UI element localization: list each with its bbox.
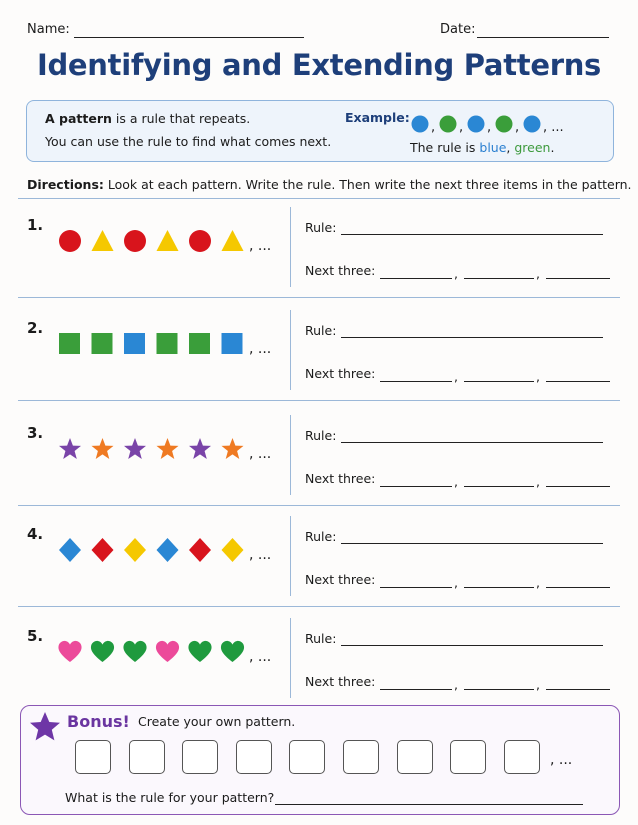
- next-item-field-1[interactable]: [380, 572, 452, 588]
- name-field[interactable]: [74, 22, 304, 38]
- star-orange-shape: [92, 438, 114, 459]
- next-item-field-3[interactable]: [546, 572, 610, 588]
- diamond-red-shape: [92, 538, 114, 562]
- heart-dkgreen-shape: [123, 641, 146, 662]
- next-item-field-1[interactable]: [380, 366, 452, 382]
- pattern-box-9[interactable]: [504, 740, 540, 774]
- field-comma: ,: [454, 474, 458, 489]
- rule-field[interactable]: [341, 529, 603, 544]
- example-comma: ,: [459, 120, 464, 135]
- pattern-ellipsis: , ...: [249, 547, 272, 563]
- next-item-field-3[interactable]: [546, 366, 610, 382]
- page-title: Identifying and Extending Patterns: [36, 48, 602, 82]
- bonus-rule-field[interactable]: [275, 790, 583, 805]
- example-dot-blue: [524, 116, 541, 133]
- row-separator: [18, 400, 620, 401]
- triangle-yellow-shape: [222, 230, 244, 251]
- field-comma: ,: [454, 369, 458, 384]
- square-green-shape: [157, 333, 178, 354]
- bonus-title: Bonus!: [67, 712, 130, 731]
- next-three-label: Next three:: [305, 572, 376, 587]
- problem-number: 2.: [27, 319, 44, 337]
- pattern-term: A pattern: [45, 111, 112, 126]
- problem-4: [0, 511, 638, 601]
- next-item-field-1[interactable]: [380, 674, 452, 690]
- next-three-label: Next three:: [305, 471, 376, 486]
- heart-pink-shape: [58, 641, 81, 662]
- pattern-shapes: [58, 538, 278, 566]
- directions-label: Directions:: [27, 177, 104, 192]
- example-rule-sep: ,: [506, 140, 515, 155]
- bonus-question: What is the rule for your pattern?: [65, 790, 275, 805]
- heart-dkgreen-shape: [221, 641, 244, 662]
- example-comma: ,: [487, 120, 492, 135]
- rule-field[interactable]: [341, 428, 603, 443]
- pattern-ellipsis: , ...: [249, 649, 272, 665]
- heart-dkgreen-shape: [91, 641, 114, 662]
- example-rule: [410, 140, 554, 155]
- circle-red-shape: [189, 230, 211, 252]
- pattern-shapes: [58, 332, 278, 360]
- diamond-red-shape: [189, 538, 211, 562]
- row-separator: [18, 198, 620, 199]
- field-comma: ,: [536, 677, 540, 692]
- problem-number: 3.: [27, 424, 44, 442]
- pattern-box-8[interactable]: [450, 740, 486, 774]
- square-green-shape: [59, 333, 80, 354]
- pattern-ellipsis: , ...: [249, 341, 272, 357]
- field-comma: ,: [536, 575, 540, 590]
- next-item-field-2[interactable]: [464, 572, 534, 588]
- pattern-box-2[interactable]: [129, 740, 165, 774]
- example-dot-green: [440, 116, 457, 133]
- circle-red-shape: [124, 230, 146, 252]
- example-rule-prefix: The rule is: [410, 140, 480, 155]
- next-three-label: Next three:: [305, 366, 376, 381]
- problem-1: [0, 202, 638, 292]
- example-comma: ,: [515, 120, 520, 135]
- rule-field[interactable]: [341, 220, 603, 235]
- rule-field[interactable]: [341, 323, 603, 338]
- star-purple-shape: [59, 438, 81, 459]
- rule-label: Rule:: [305, 428, 337, 443]
- next-item-field-3[interactable]: [546, 674, 610, 690]
- next-item-field-3[interactable]: [546, 471, 610, 487]
- example-dot-green: [496, 116, 513, 133]
- next-three-label: Next three:: [305, 263, 376, 278]
- definition-text: is a rule that repeats.: [111, 111, 251, 126]
- problem-number: 5.: [27, 627, 44, 645]
- date-field[interactable]: [477, 22, 609, 38]
- column-divider: [290, 310, 291, 390]
- bonus-ellipsis: , ...: [550, 752, 573, 768]
- pattern-shapes: [58, 229, 278, 257]
- pattern-box-1[interactable]: [75, 740, 111, 774]
- problem-2: [0, 305, 638, 395]
- example-dot-blue: [412, 116, 429, 133]
- definition-line-2: You can use the rule to find what comes next.: [45, 134, 332, 149]
- diamond-yellow-shape: [222, 538, 244, 562]
- rule-label: Rule:: [305, 631, 337, 646]
- example-comma: , ...: [543, 120, 564, 135]
- rule-label: Rule:: [305, 220, 337, 235]
- next-item-field-2[interactable]: [464, 366, 534, 382]
- field-comma: ,: [536, 266, 540, 281]
- next-item-field-2[interactable]: [464, 471, 534, 487]
- rule-label: Rule:: [305, 323, 337, 338]
- field-comma: ,: [536, 474, 540, 489]
- heart-dkgreen-shape: [188, 641, 211, 662]
- field-comma: ,: [454, 677, 458, 692]
- pattern-box-5[interactable]: [289, 740, 325, 774]
- next-item-field-2[interactable]: [464, 263, 534, 279]
- circle-red-shape: [59, 230, 81, 252]
- star-purple-shape: [124, 438, 146, 459]
- bonus-section: [20, 705, 620, 815]
- rule-field[interactable]: [341, 631, 603, 646]
- problem-number: 1.: [27, 216, 44, 234]
- pattern-box-4[interactable]: [236, 740, 272, 774]
- pattern-box-6[interactable]: [343, 740, 379, 774]
- star-purple-shape: [189, 438, 211, 459]
- next-item-field-1[interactable]: [380, 263, 452, 279]
- pattern-ellipsis: , ...: [249, 446, 272, 462]
- example-label: Example:: [345, 110, 410, 125]
- pattern-ellipsis: , ...: [249, 238, 272, 254]
- pattern-box-7[interactable]: [397, 740, 433, 774]
- bonus-instruction: Create your own pattern.: [138, 714, 296, 729]
- diamond-yellow-shape: [124, 538, 146, 562]
- pattern-shapes: [58, 437, 278, 465]
- problem-3: [0, 410, 638, 500]
- rule-label: Rule:: [305, 529, 337, 544]
- row-separator: [18, 505, 620, 506]
- row-separator: [18, 606, 620, 607]
- name-label: Name:: [27, 22, 70, 37]
- next-item-field-2[interactable]: [464, 674, 534, 690]
- star-orange-shape: [222, 438, 244, 459]
- next-three-label: Next three:: [305, 674, 376, 689]
- square-blue-shape: [222, 333, 243, 354]
- example-rule-green: green: [514, 140, 551, 155]
- triangle-yellow-shape: [92, 230, 114, 251]
- date-label: Date:: [440, 22, 476, 37]
- directions-text: Look at each pattern. Write the rule. Then write the next three items in the pattern.: [103, 177, 632, 192]
- triangle-yellow-shape: [157, 230, 179, 251]
- square-blue-shape: [124, 333, 145, 354]
- column-divider: [290, 618, 291, 698]
- example-rule-blue: blue: [479, 140, 507, 155]
- problem-number: 4.: [27, 525, 44, 543]
- square-green-shape: [92, 333, 113, 354]
- field-comma: ,: [454, 575, 458, 590]
- field-comma: ,: [536, 369, 540, 384]
- column-divider: [290, 415, 291, 495]
- column-divider: [290, 516, 291, 596]
- pattern-shapes: [58, 640, 278, 668]
- heart-pink-shape: [156, 641, 179, 662]
- next-item-field-3[interactable]: [546, 263, 610, 279]
- pattern-box-3[interactable]: [182, 740, 218, 774]
- next-item-field-1[interactable]: [380, 471, 452, 487]
- problem-5: [0, 613, 638, 703]
- example-rule-end: .: [550, 140, 555, 155]
- row-separator: [18, 297, 620, 298]
- diamond-blue-shape: [157, 538, 179, 562]
- definition-box: [26, 100, 614, 162]
- example-dot-blue: [468, 116, 485, 133]
- example-comma: ,: [431, 120, 436, 135]
- column-divider: [290, 207, 291, 287]
- star-icon: [29, 711, 61, 743]
- definition-line-1: [45, 111, 250, 126]
- example-sequence: [411, 114, 581, 136]
- square-green-shape: [189, 333, 210, 354]
- star-orange-shape: [157, 438, 179, 459]
- diamond-blue-shape: [59, 538, 81, 562]
- directions: [27, 177, 632, 192]
- field-comma: ,: [454, 266, 458, 281]
